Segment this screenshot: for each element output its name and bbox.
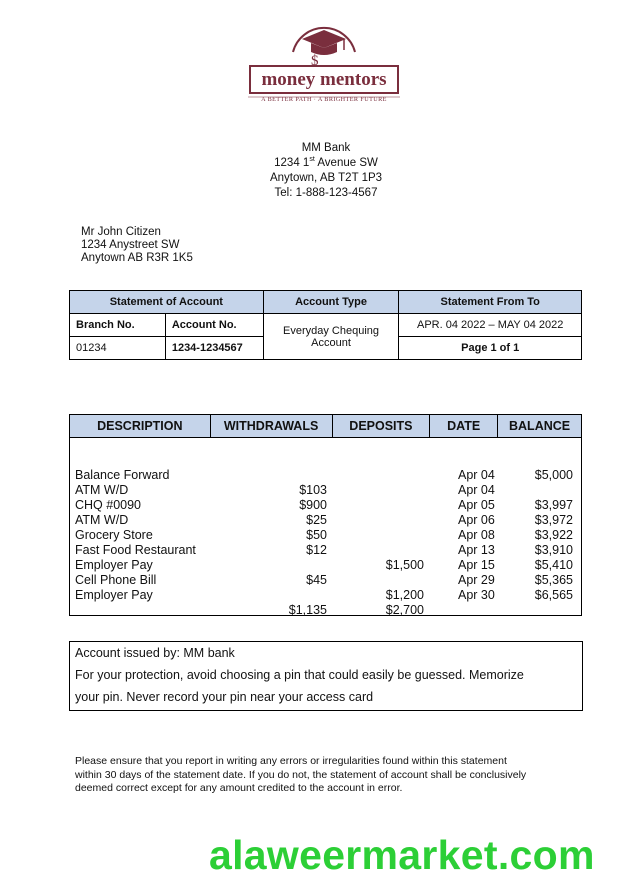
txn-description: ATM W/D xyxy=(75,483,129,497)
transaction-row xyxy=(70,543,581,558)
txn-withdrawal: $50 xyxy=(306,528,327,542)
col-deposits: DEPOSITS xyxy=(332,415,430,438)
txn-date: Apr 15 xyxy=(458,558,495,572)
logo-name: money mentors xyxy=(261,69,387,90)
txn-date: Apr 06 xyxy=(458,513,495,527)
bank-street-ordinal: st xyxy=(309,156,315,164)
col-description: DESCRIPTION xyxy=(70,415,211,438)
txn-date: Apr 05 xyxy=(458,498,495,512)
bank-name: MM Bank xyxy=(301,142,351,154)
bank-street-name: Avenue SW xyxy=(314,157,378,169)
txn-date: Apr 13 xyxy=(458,543,495,557)
txn-balance: $5,365 xyxy=(534,573,573,587)
bank-street-number: 1234 1 xyxy=(274,157,310,169)
transaction-row xyxy=(70,588,581,603)
statement-period-header: Statement From To xyxy=(399,291,582,314)
transaction-row xyxy=(70,498,581,513)
customer-address xyxy=(81,226,193,265)
footer-disclaimer xyxy=(75,755,595,796)
txn-date: Apr 29 xyxy=(458,573,495,587)
txn-date: Apr 30 xyxy=(458,588,495,602)
notice-box xyxy=(69,641,583,711)
statement-period-value: APR. 04 2022 – MAY 04 2022 xyxy=(399,314,582,337)
logo-graphic xyxy=(248,14,400,106)
txn-withdrawal: $25 xyxy=(306,513,327,527)
page-number: Page 1 of 1 xyxy=(399,337,582,360)
transactions-list xyxy=(69,437,582,616)
footer-line: within 30 days of the statement date. If you do not, the statement of account shall be conclusively xyxy=(75,768,527,781)
txn-balance: $3,910 xyxy=(534,543,573,557)
account-type-value: Everyday Chequing Account xyxy=(263,314,399,360)
totals-row xyxy=(70,603,581,618)
total-withdrawals: $1,135 xyxy=(288,603,327,617)
customer-name: Mr John Citizen xyxy=(81,226,161,238)
txn-withdrawal: $45 xyxy=(306,573,327,587)
txn-withdrawal: $12 xyxy=(306,543,327,557)
branch-label: Branch No. xyxy=(70,314,166,337)
txn-balance: $3,997 xyxy=(534,498,573,512)
txn-date: Apr 04 xyxy=(458,483,495,497)
txn-deposit: $1,200 xyxy=(385,588,424,602)
transaction-row xyxy=(70,513,581,528)
account-value: 1234-1234567 xyxy=(165,337,263,360)
txn-description: Employer Pay xyxy=(75,588,153,602)
txn-balance: $6,565 xyxy=(534,588,573,602)
txn-description: Cell Phone Bill xyxy=(75,573,157,587)
txn-description: Employer Pay xyxy=(75,558,153,572)
notice-protection-line2: your pin. Never record your pin near your access card xyxy=(75,690,374,704)
col-date: DATE xyxy=(430,415,498,438)
txn-date: Apr 08 xyxy=(458,528,495,542)
txn-balance: $5,000 xyxy=(534,468,573,482)
notice-issued-by: Account issued by: MM bank xyxy=(75,646,235,660)
txn-withdrawal: $900 xyxy=(299,498,327,512)
footer-line: Please ensure that you report in writing any errors or irregularities found within this statement xyxy=(75,755,507,767)
account-label: Account No. xyxy=(165,314,263,337)
txn-description: Grocery Store xyxy=(75,528,153,542)
bank-street xyxy=(226,156,426,171)
bank-city: Anytown, AB T2T 1P3 xyxy=(269,172,383,184)
transaction-row xyxy=(70,483,581,498)
total-deposits: $2,700 xyxy=(385,603,424,617)
customer-street: 1234 Anystreet SW xyxy=(81,239,180,251)
txn-balance: $3,922 xyxy=(534,528,573,542)
txn-description: ATM W/D xyxy=(75,513,129,527)
notice-protection-line1: For your protection, avoid choosing a pin that could easily be guessed. Memorize xyxy=(75,668,524,682)
logo-tagline: A BETTER PATH · A BRIGHTER FUTURE xyxy=(261,96,387,103)
bank-tel: Tel: 1-888-123-4567 xyxy=(274,187,378,199)
txn-balance: $5,410 xyxy=(534,558,573,572)
transaction-row xyxy=(70,573,581,588)
transactions-header xyxy=(69,414,582,438)
col-withdrawals: WITHDRAWALS xyxy=(210,415,332,438)
customer-city: Anytown AB R3R 1K5 xyxy=(81,252,193,264)
account-summary-table xyxy=(69,290,582,360)
txn-description: Fast Food Restaurant xyxy=(75,543,196,557)
txn-description: CHQ #0090 xyxy=(75,498,142,512)
transaction-row xyxy=(70,468,581,483)
txn-balance: $3,972 xyxy=(534,513,573,527)
svg-text:$: $ xyxy=(311,53,319,69)
account-type-header: Account Type xyxy=(263,291,399,314)
txn-withdrawal: $103 xyxy=(299,483,327,497)
txn-deposit: $1,500 xyxy=(385,558,424,572)
transaction-row xyxy=(70,528,581,543)
transaction-row xyxy=(70,558,581,573)
col-balance: BALANCE xyxy=(498,415,582,438)
branch-value: 01234 xyxy=(70,337,166,360)
statement-of-account-header: Statement of Account xyxy=(70,291,264,314)
footer-line: deemed correct except for any amount credited to the account in error. xyxy=(75,782,403,794)
txn-date: Apr 04 xyxy=(458,468,495,482)
watermark: alaweermarket.com xyxy=(209,832,595,878)
money-mentors-logo xyxy=(248,14,400,106)
bank-address xyxy=(226,141,426,201)
txn-description: Balance Forward xyxy=(75,468,170,482)
